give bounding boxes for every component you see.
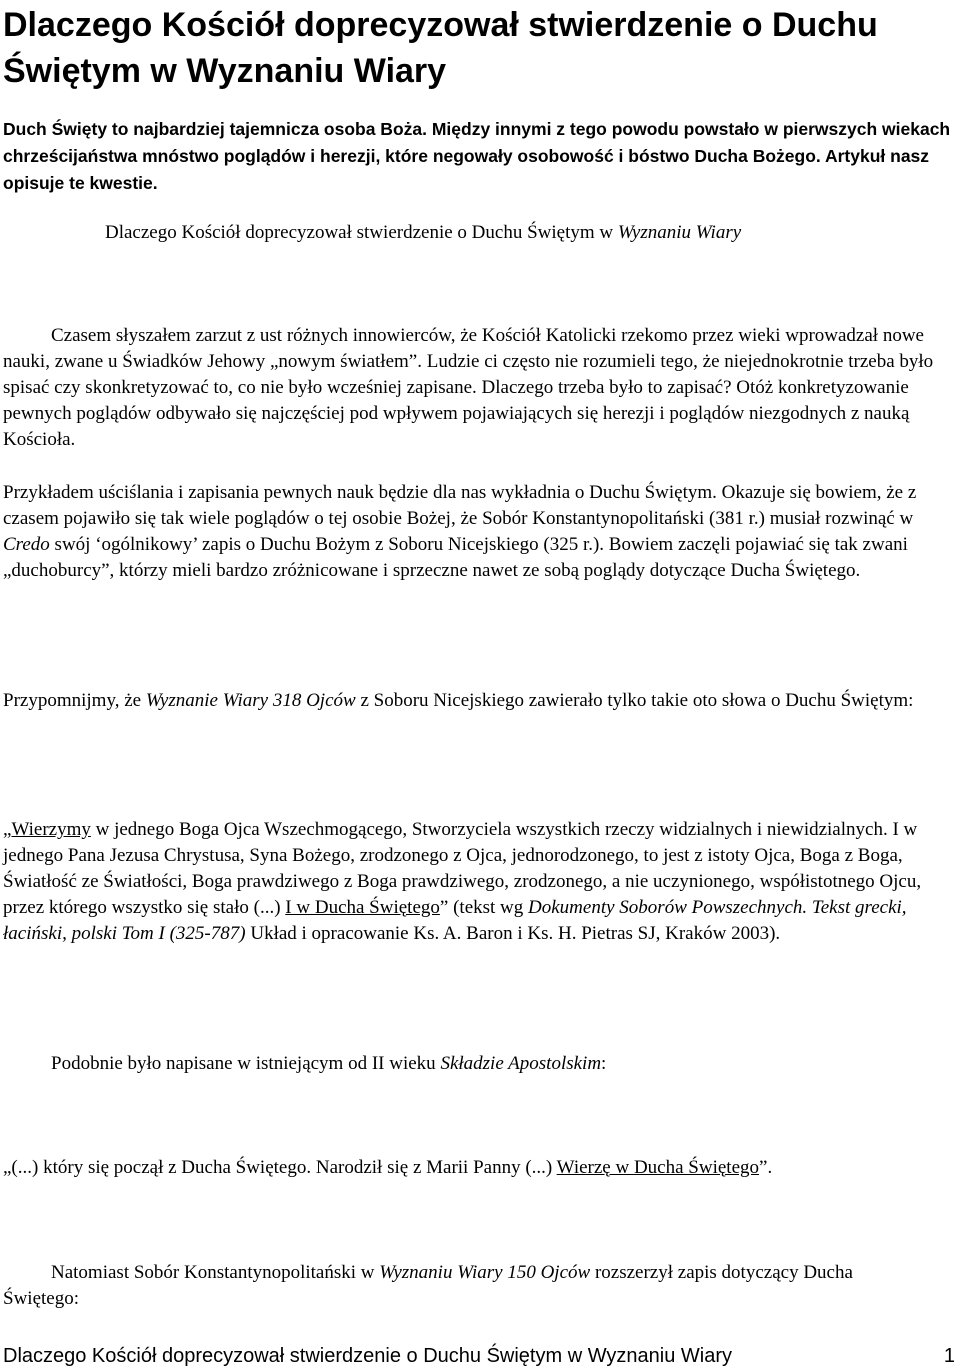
paragraph-7-text-end: rozszerzył zapis dotyczący Ducha Świętego:	[3, 1262, 853, 1309]
footer-page-number: 1	[943, 1345, 955, 1367]
paragraph-5	[3, 1051, 958, 1077]
lead-paragraph: Duch Święty to najbardziej tajemnicza osoba Boża. Między innymi z tego powodu powstało w pierwszych wiekach chrześcijaństwa mnóstwo poglądów i herezji, które negowały osobowość i bóstwo Ducha Bożego. Artykuł nasz opisuje te kwestie.	[3, 119, 951, 193]
paragraph-6-text: „(...) który się począł z Ducha Świętego. Narodził się z Marii Panny (...)	[3, 1157, 557, 1178]
paragraph-5-text: Podobnie było napisane w istniejącym od II wieku	[51, 1053, 441, 1074]
article-subtitle	[105, 219, 925, 246]
paragraph-3	[3, 688, 958, 714]
paragraph-2-text-end: swój ‘ogólnikowy’ zapis o Duchu Bożym z Soboru Nicejskiego (325 r.). Bowiem zaczęli pojawiać się tak zwani „duchoburcy”, którzy mieli bardzo zróżnicowane i sprzeczne nawet ze sobą poglądy dotyczące Ducha Świętego.	[3, 534, 908, 581]
paragraph-7-italic: Wyznaniu Wiary 150 Ojców	[379, 1262, 591, 1283]
page-footer	[3, 1343, 955, 1369]
paragraph-5-text-end: :	[601, 1053, 607, 1074]
paragraph-3-text-end: z Soboru Nicejskiego zawierało tylko takie oto słowa o Duchu Świętym:	[355, 690, 914, 711]
underlined-i-w-ducha-swietego: I w Ducha Świętego	[285, 897, 440, 918]
paragraph-4-text-mid: ” (tekst wg	[439, 897, 529, 918]
paragraph-3-italic: Wyznanie Wiary 318 Ojców	[145, 690, 356, 711]
page-title: Dlaczego Kościół doprecyzował stwierdzenie o Duchu Świętym w Wyznaniu Wiary	[3, 6, 878, 90]
paragraph-4-quote	[3, 817, 958, 947]
paragraph-5-italic: Składzie Apostolskim	[440, 1053, 602, 1074]
subtitle-italic: Wyznaniu Wiary	[617, 222, 742, 243]
footer-title: Dlaczego Kościół doprecyzował stwierdzenie o Duchu Świętym w Wyznaniu Wiary	[3, 1345, 732, 1367]
paragraph-1: Czasem słyszałem zarzut z ust różnych innowierców, że Kościół Katolicki rzekomo przez wieki wprowadzał nowe nauki, zwane u Świadków Jehowy „nowym światłem”. Ludzie ci często nie rozumieli tego, że niejednokrotnie trzeba było spisać czy skonkretyzować to, co nie było wcześniej zapisane. Dlaczego trzeba było to zapisać? Otóż konkretyzowanie pewnych poglądów odbywało się najczęściej pod wpływem pojawiających się herezji i poglądów niezgodnych z nauką Kościoła.	[3, 325, 934, 450]
paragraph-4-italic: Dokumenty Soborów Powszechnych. Tekst grecki, łaciński, polski Tom I (325-787)	[3, 897, 907, 944]
underlined-wierze-w-ducha-swietego: Wierzę w Ducha Świętego	[556, 1157, 760, 1178]
subtitle-text: Dlaczego Kościół doprecyzował stwierdzenie o Duchu Świętym w	[105, 222, 618, 243]
paragraph-4-text: w jednego Boga Ojca Wszechmogącego, Stworzyciela wszystkich rzeczy widzialnych i niewidzialnych. I w jednego Pana Jezusa Chrystusa, Syna Bożego, zrodzonego z Ojca, jednorodzonego, to jest z istoty Ojca, Boga z Boga, Światłość ze Światłości, Boga prawdziwego z Boga prawdziwego, zrodzonego, a nie uczynionego, współistotnego Ojcu, przez którego wszystko się stało (...)	[3, 819, 922, 918]
paragraph-4-text-end: Układ i opracowanie Ks. A. Baron i Ks. H. Pietras SJ, Kraków 2003).	[245, 923, 781, 944]
paragraph-7-text: Natomiast Sobór Konstantynopolitański w	[51, 1262, 380, 1283]
paragraph-2-text: Przykładem uściślania i zapisania pewnych nauk będzie dla nas wykładnia o Duchu Świętym. Okazuje się bowiem, że z czasem pojawiło się tak wiele poglądów o tej osobie Bożej, że Sobór Konstantynopolitański (381 r.) musiał rozwinąć w	[3, 482, 917, 529]
paragraph-2	[3, 480, 958, 584]
underlined-wierzymy: Wierzymy	[11, 819, 91, 840]
paragraph-7	[3, 1260, 908, 1312]
quote-open: „	[3, 819, 12, 840]
paragraph-2-italic: Credo	[3, 534, 50, 555]
paragraph-6-text-end: ”.	[759, 1157, 773, 1178]
paragraph-3-text: Przypomnijmy, że	[3, 690, 146, 711]
paragraph-6-quote	[3, 1155, 958, 1181]
